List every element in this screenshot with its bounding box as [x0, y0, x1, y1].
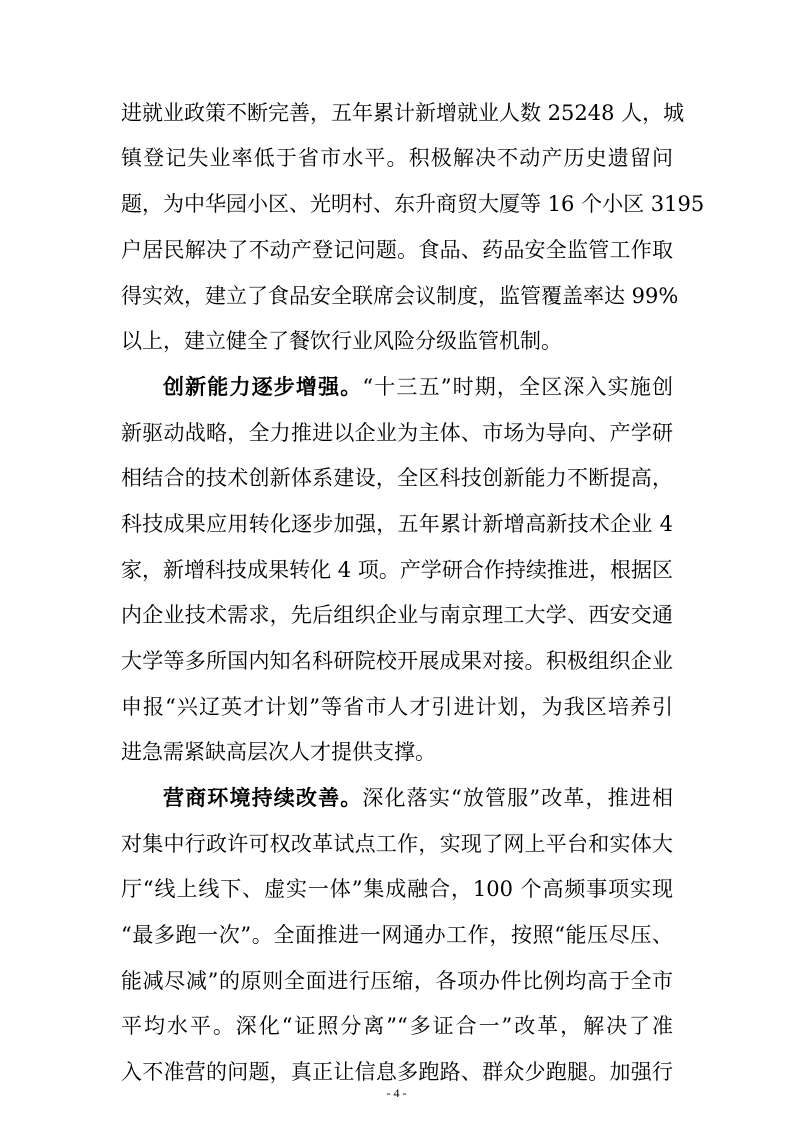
body-line: 入不准营的问题，真正让信息多跑路、群众少跑腿。加强行 — [121, 1060, 673, 1084]
paragraph-first-line — [163, 782, 673, 814]
body-line: 进就业政策不断完善，五年累计新增就业人数 25248 人，城 — [121, 101, 685, 125]
body-line: 进急需紧缺高层次人才提供支撑。 — [121, 740, 436, 764]
paragraph-first-line-text: “十三五”时期，全区深入实施创 — [362, 375, 673, 399]
body-line: 以上，建立健全了餐饮行业风险分级监管机制。 — [121, 329, 562, 353]
paragraph-heading: 营商环境持续改善。 — [163, 786, 363, 810]
body-line: 新驱动战略，全力推进以企业为主体、市场为导向、产学研 — [121, 421, 673, 445]
body-line: 镇登记失业率低于省市水平。积极解决不动产历史遗留问 — [121, 146, 673, 170]
paragraph-heading: 创新能力逐步增强。 — [163, 375, 363, 399]
body-line: 家，新增科技成果转化 4 项。产学研合作持续推进，根据区 — [121, 558, 673, 582]
body-line: 得实效，建立了食品安全联席会议制度，监管覆盖率达 99% — [121, 284, 679, 308]
body-line: 申报“兴辽英才计划”等省市人才引进计划，为我区培养引 — [121, 695, 673, 719]
body-line: “最多跑一次”。全面推进一网通办工作，按照“能压尽压、 — [121, 923, 673, 947]
body-line: 大学等多所国内知名科研院校开展成果对接。积极组织企业 — [121, 649, 673, 673]
body-line: 题，为中华园小区、光明村、东升商贸大厦等 16 个小区 3195 — [121, 192, 705, 216]
paragraph-first-line-text: 深化落实“放管服”改革，推进相 — [362, 786, 673, 810]
paragraph-first-line — [163, 371, 673, 403]
body-line: 内企业技术需求，先后组织企业与南京理工大学、西安交通 — [121, 603, 673, 627]
body-line: 厅“线上线下、虚实一体”集成融合，100 个高频事项实现 — [121, 877, 673, 901]
body-line: 科技成果应用转化逐步加强，五年累计新增高新技术企业 4 — [121, 512, 673, 536]
body-line: 平均水平。深化“证照分离”“多证合一”改革，解决了准 — [121, 1014, 673, 1038]
body-line: 户居民解决了不动产登记问题。食品、药品安全监管工作取 — [121, 238, 673, 262]
body-line: 能减尽减”的原则全面进行压缩，各项办件比例均高于全市 — [121, 969, 673, 993]
page-number: - 4 - — [386, 1086, 407, 1100]
body-line: 对集中行政许可权改革试点工作，实现了网上平台和实体大 — [121, 832, 673, 856]
body-line: 相结合的技术创新体系建设，全区科技创新能力不断提高， — [121, 466, 673, 490]
